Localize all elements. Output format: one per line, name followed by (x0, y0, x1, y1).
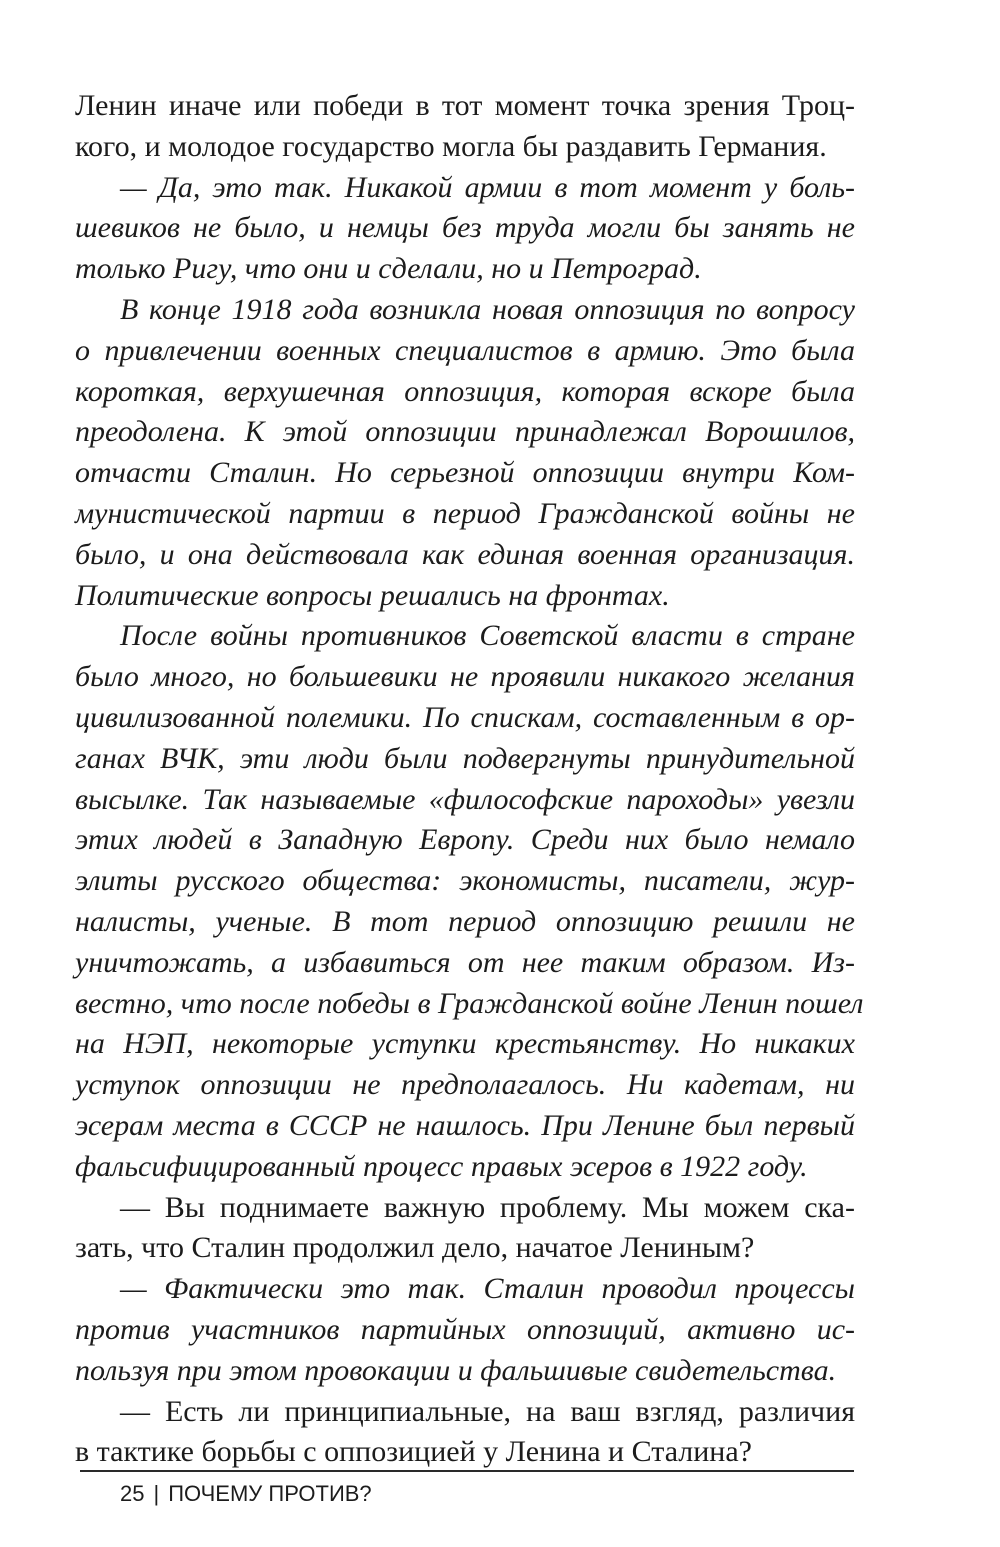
text-line: уничтожать, а избавиться от нее таким образом. Из- (75, 945, 855, 979)
text-line: против участников партийных оппозиций, активно ис- (75, 1312, 855, 1346)
text-line: отчасти Сталин. Но серьезной оппозиции внутри Ком- (75, 456, 855, 490)
page-body-text (75, 86, 864, 1473)
running-title: ПОЧЕМУ ПРОТИВ? (168, 1481, 372, 1506)
text-line: элиты русского общества: экономисты, писатели, жур- (75, 864, 855, 898)
page-number: 25 (120, 1481, 145, 1506)
footer-separator: | (153, 1481, 160, 1506)
text-line: этих людей в Западную Европу. Среди них было немало (75, 823, 855, 857)
text-line: кого, и молодое государство могла бы раздавить Германия. (75, 129, 827, 163)
text-line: шевиков не было, и немцы без труда могли бы занять не (75, 211, 855, 245)
text-line: фальсифицированный процесс правых эсеров в 1922 году. (75, 1149, 808, 1183)
text-line: цивилизованной полемики. По спискам, составленным в ор- (75, 700, 855, 734)
text-line: ганах ВЧК, эти люди были подвергнуты принудительной (75, 741, 855, 775)
text-line: мунистической партии в период Гражданской войны не (75, 496, 855, 530)
text-line: вестно, что после победы в Гражданской войне Ленин пошел (75, 986, 864, 1020)
text-line: После войны противников Советской власти в стране (120, 619, 855, 653)
text-line: зать, что Сталин продолжил дело, начатое Лениным? (75, 1231, 755, 1265)
footer-rule (80, 1470, 854, 1472)
text-line: преодолена. К этой оппозиции принадлежал Ворошилов, (75, 415, 855, 449)
text-line: только Ригу, что они и сделали, но и Петроград. (75, 252, 702, 286)
text-line: было много, но большевики не проявили никакого желания (75, 660, 855, 694)
text-line: — Фактически это так. Сталин проводил процессы (120, 1272, 855, 1306)
text-line: Политические вопросы решались на фронтах. (75, 578, 670, 612)
text-line: в тактике борьбы с оппозицией у Ленина и Сталина? (75, 1435, 752, 1469)
text-line: уступок оппозиции не предполагалось. Ни кадетам, ни (75, 1068, 855, 1102)
text-line: эсерам места в СССР не нашлось. При Ленине был первый (75, 1108, 855, 1142)
text-line: В конце 1918 года возникла новая оппозиция по вопросу (120, 292, 855, 326)
text-line: было, и она действовала как единая военная организация. (75, 537, 855, 571)
text-line: высылке. Так называемые «философские пароходы» увезли (75, 782, 855, 816)
text-line: Ленин иначе или победи в тот момент точка зрения Троц- (75, 89, 855, 122)
text-line: о привлечении военных специалистов в армию. Это была (75, 333, 855, 367)
page-footer (120, 1476, 372, 1512)
text-line: на НЭП, некоторые уступки крестьянству. Но никаких (75, 1027, 855, 1061)
text-line: — Да, это так. Никакой армии в тот момент у боль- (120, 170, 855, 204)
text-line: пользуя при этом провокации и фальшивые свидетельства. (75, 1353, 837, 1387)
text-line: — Есть ли принципиальные, на ваш взгляд, различия (120, 1394, 855, 1428)
text-line: короткая, верхушечная оппозиция, которая вскоре была (75, 374, 855, 408)
text-line: — Вы поднимаете важную проблему. Мы можем ска- (120, 1190, 855, 1224)
text-line: налисты, ученые. В тот период оппозицию решили не (75, 904, 855, 938)
